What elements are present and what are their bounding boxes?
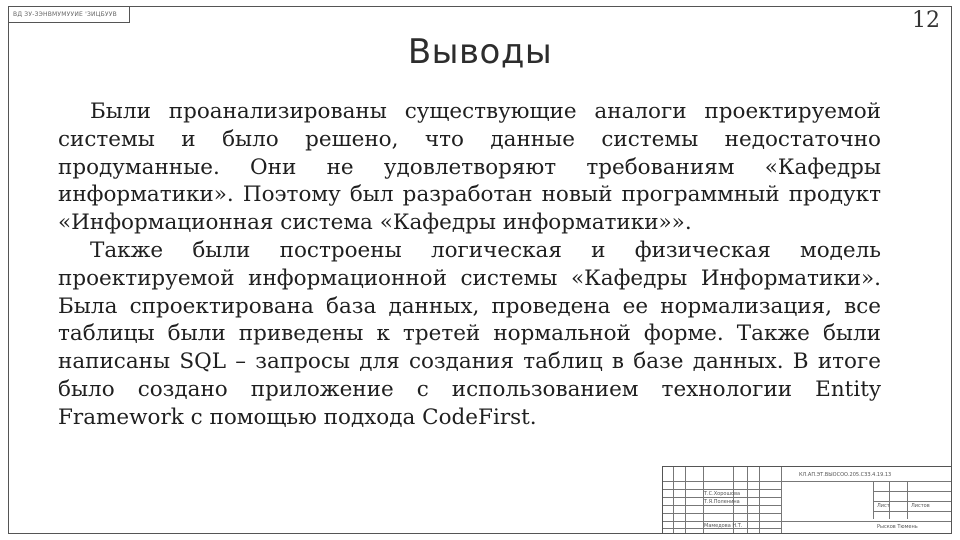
organization: Рысков Тюмень xyxy=(877,524,918,530)
slide-body xyxy=(58,98,881,432)
signature-name: Т.С.Хорошова xyxy=(704,491,741,497)
signature-name: Мамедова Н.Т. xyxy=(704,523,743,529)
paragraph: Были проанализированы существующие аналоги проектируемой системы и было решено, что данные системы недостаточно продуманные. Они не удовлетворяют требованиям «Кафедры информатики». Поэтому был разработан новый программный продукт «Информационная система «Кафедры информатики»». xyxy=(58,99,881,236)
sheets-label: Листов xyxy=(911,503,930,509)
signature-name: Т.Я.Поленина xyxy=(704,499,740,505)
slide-title: Выводы xyxy=(407,32,553,72)
page-number: 12 xyxy=(912,8,940,33)
paragraph: Также были построены логическая и физическая модель проектируемой информационной системы «Кафедры Информатики». Была спроектирована база данных, проведена ее нормализация, все таблицы были приведены к третей нормальной форме. Также были написаны SQL – запросы для создания таблиц в базе данных. В итоге было создано приложение с использованием технологии Entity Framework с помощью подхода CodeFirst. xyxy=(58,237,881,430)
header-stamp: ВД ЗУ-ЗЭНВМУМУУИЕ 'ЗИЦБУУВ xyxy=(8,6,130,23)
drawing-title-block xyxy=(662,466,952,534)
sheet-label: Лист xyxy=(877,503,890,509)
doc-code: КЛ.АП.ЭТ.ВЫОСОО.205.СЗЗ.4.19.13 xyxy=(799,472,892,478)
